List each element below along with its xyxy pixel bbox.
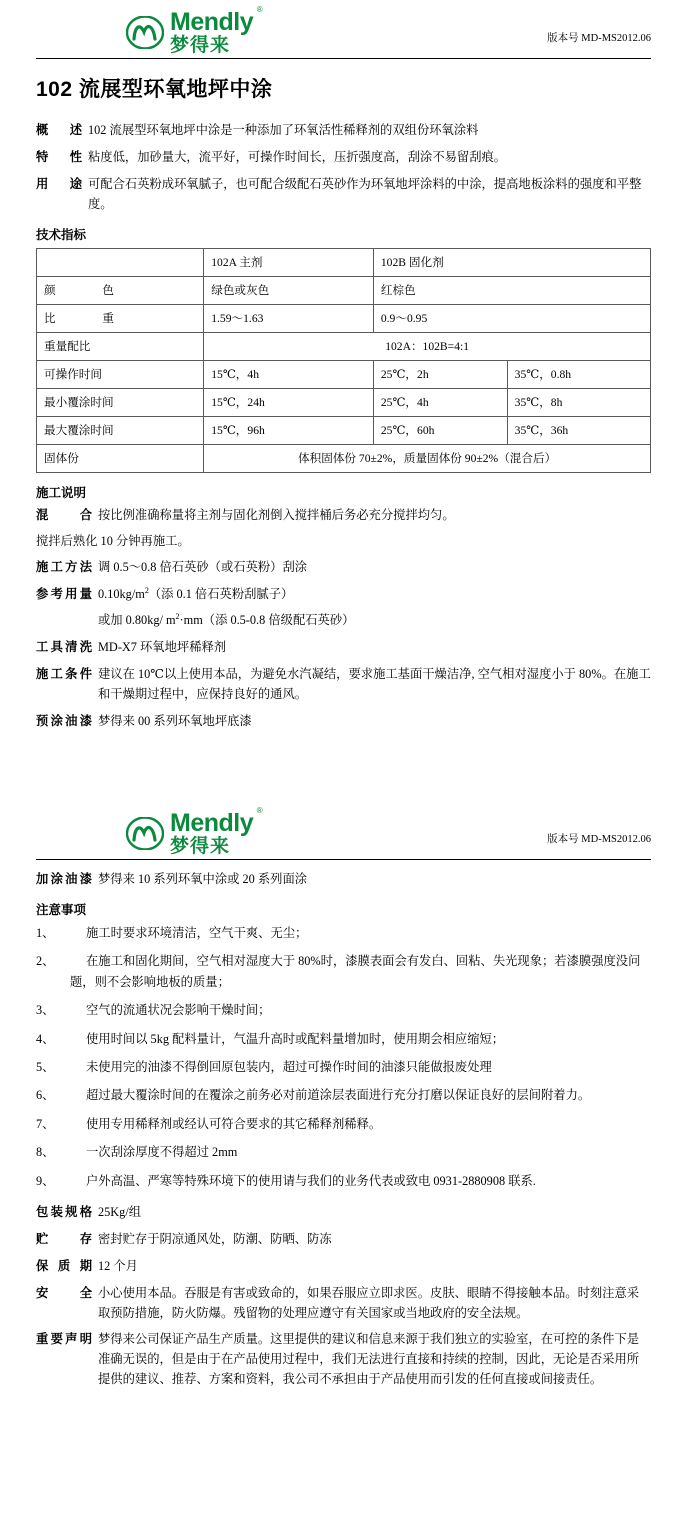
spec-header-component-b: 102B 固化剂 [373, 248, 650, 276]
construction-conditions-text: 建议在 10℃以上使用本品，为避免水汽凝结，要求施工基面干燥洁净, 空气相对湿度小于 80%。在施工和干燥期过程中，应保持良好的通风。 [98, 667, 651, 702]
definition-features-text: 粘度低，加砂量大，流平好，可操作时间长，压折强度高，刮涂不易留刮痕。 [88, 149, 507, 164]
safety-label: 安 全 [36, 1285, 92, 1300]
document-header-page2 [0, 801, 687, 859]
note-text-1: 施工时要求环境清洁，空气干爽、无尘； [86, 925, 308, 940]
document-header [0, 0, 687, 58]
definition-overview-label: 概述 [36, 123, 82, 137]
note-text-4: 使用时间以 5kg 配料量计，气温升高时或配料量增加时，使用期会相应缩短； [86, 1031, 505, 1046]
brand-name-en-label-page2: Mendly [170, 808, 254, 837]
spec-label-density-text: 比 重 [44, 312, 114, 326]
construction-conditions [36, 665, 651, 705]
construction-cleaning-label: 工具清洗 [36, 640, 92, 655]
spec-value-pot-life-25: 25℃，2h [373, 360, 507, 388]
storage-label: 贮 存 [36, 1231, 92, 1246]
table-row [37, 416, 651, 444]
construction-mixing-cont-text: 搅拌后熟化 10 分钟再施工。 [36, 533, 190, 548]
superscript-2: 2 [144, 586, 149, 596]
note-number-7: 7、 [36, 1116, 55, 1131]
spec-value-mix-ratio: 102A：102B=4:1 [204, 332, 651, 360]
spec-value-solids: 体积固体份 70±2%，质量固体份 90±2%（混合后） [204, 444, 651, 472]
spec-value-max-recoat-25: 25℃，60h [373, 416, 507, 444]
packaging-row [36, 1203, 651, 1223]
table-row-header [37, 248, 651, 276]
superscript-2b: 2 [175, 612, 180, 622]
brand-logo [126, 5, 263, 56]
brand-name-cn-page2: 梦得来 [170, 835, 231, 857]
table-row [37, 444, 651, 472]
spec-value-min-recoat-25: 25℃，4h [373, 388, 507, 416]
construction-conditions-label: 施工条件 [36, 667, 92, 682]
disclaimer-row [36, 1330, 651, 1390]
list-item [36, 1057, 651, 1077]
spec-label-pot-life: 可操作时间 [37, 360, 204, 388]
construction-cleaning-text: MD-X7 环氧地坪稀释剂 [98, 640, 227, 655]
storage-row [36, 1230, 651, 1250]
definition-usage-text: 可配合石英粉成环氧腻子，也可配合级配石英砂作为环氧地坪涂料的中涂，提高地板涂料的强度和平整度。 [88, 176, 642, 211]
spec-value-max-recoat-15: 15℃，96h [204, 416, 374, 444]
registered-mark-icon-page2: ® [256, 805, 263, 815]
construction-coverage-label: 参考用量 [36, 587, 92, 602]
note-number-5: 5、 [36, 1059, 55, 1074]
shelf-life-text: 12 个月 [98, 1258, 138, 1273]
version-number-page2: 版本号 MD-MS2012.06 [547, 833, 651, 845]
shelf-life-label: 保 质 期 [36, 1258, 92, 1273]
note-number-4: 4、 [36, 1031, 55, 1046]
table-row [37, 360, 651, 388]
spec-value-color-a: 绿色或灰色 [204, 276, 374, 304]
brand-name-en [170, 5, 263, 36]
header-divider-page2 [36, 859, 651, 860]
mendly-leaf-logo-icon [126, 16, 164, 49]
definition-features [36, 148, 651, 168]
table-row [37, 276, 651, 304]
spec-label-solids: 固体份 [37, 444, 204, 472]
definition-usage-label: 用途 [36, 176, 82, 191]
list-item [36, 1085, 651, 1105]
note-text-3: 空气的流通状况会影响干燥时间； [86, 1003, 271, 1018]
spec-label-color-text: 颜 色 [44, 284, 114, 298]
brand-name-en-page2 [170, 805, 263, 837]
note-text-6: 超过最大覆涂时间的在覆涂之前务必对前道涂层表面进行充分打磨以保证良好的层间附着力。 [86, 1088, 591, 1103]
topcoat-label: 加涂油漆 [36, 871, 92, 886]
construction-mixing-label: 混 合 [36, 507, 92, 522]
note-text-2: 在施工和固化期间，空气相对湿度大于 80%时，漆膜表面会有发白、回粘、失光现象；若漆膜强度没问题，则不会影响地板的质量； [70, 954, 641, 989]
table-row [37, 388, 651, 416]
disclaimer-label: 重要声明 [36, 1332, 92, 1347]
topcoat-text: 梦得来 10 系列环氧中涂或 20 系列面涂 [98, 871, 308, 886]
note-number-2: 2、 [36, 954, 55, 969]
brand-name-en-label: Mendly [170, 8, 254, 36]
spec-label-mix-ratio: 重量配比 [37, 332, 204, 360]
brand-logo-text [170, 5, 263, 56]
spec-label-color [37, 276, 204, 304]
brand-name-cn: 梦得来 [170, 35, 231, 56]
note-number-1: 1、 [36, 925, 55, 940]
table-row [37, 304, 651, 332]
spec-value-color-b: 红棕色 [373, 276, 650, 304]
construction-coverage-cont-text [98, 611, 651, 631]
brand-logo-page2 [126, 805, 263, 857]
page-1 [0, 0, 687, 732]
disclaimer-text: 梦得来公司保证产品生产质量。这里提供的建议和信息来源于我们独立的实验室，在可控的条件下是准确无误的，但是由于在产品使用过程中，我们无法进行直接和持续的控制，因此，无论是否采用所提供的建议、推荐、方案和资料，我公司不承担由于产品使用而引发的任何直接或间接责任。 [98, 1332, 640, 1387]
note-text-5: 未使用完的油漆不得倒回原包装内，超过可操作时间的油漆只能做报废处理 [86, 1059, 492, 1074]
construction-mixing-cont [36, 532, 651, 552]
brand-logo-text-page2 [170, 805, 263, 857]
spec-value-density-b: 0.9～0.95 [373, 304, 650, 332]
note-number-6: 6、 [36, 1088, 55, 1103]
note-number-9: 9、 [36, 1173, 55, 1188]
storage-text: 密封贮存于阴凉通风处，防潮、防晒、防冻 [98, 1231, 332, 1246]
list-item [36, 1171, 651, 1191]
definition-usage [36, 175, 651, 215]
registered-mark-icon: ® [256, 5, 263, 14]
spec-value-pot-life-15: 15℃，4h [204, 360, 374, 388]
construction-method-text: 调 0.5～0.8 倍石英砂（或石英粉）刮涂 [98, 560, 308, 575]
page-break-spacer [0, 739, 687, 801]
construction-method-label: 施工方法 [36, 560, 92, 575]
safety-row [36, 1284, 651, 1324]
coverage-value-2: 或加 0.80kg/ $m^2\cdot mm$（添 0.5-0.8 倍级配石英砂） [98, 612, 355, 628]
list-item [36, 1142, 651, 1162]
spec-label-max-recoat: 最大覆涂时间 [37, 416, 204, 444]
safety-text: 小心使用本品。吞服是有害或致命的，如果吞服应立即求医。皮肤、眼睛不得接触本品。时刻注意采取预防措施，防火防爆。残留物的处理应遵守有关国家或当地政府的安全法规。 [98, 1285, 640, 1320]
list-item [36, 1114, 651, 1134]
construction-coverage [36, 585, 651, 605]
mendly-leaf-logo-icon-page2 [126, 817, 164, 850]
spec-value-min-recoat-15: 15℃，24h [204, 388, 374, 416]
spec-value-density-a: 1.59～1.63 [204, 304, 374, 332]
spec-value-max-recoat-35: 35℃，36h [507, 416, 650, 444]
note-text-7: 使用专用稀释剂或经认可符合要求的其它稀释剂稀释。 [86, 1116, 382, 1131]
note-number-3: 3、 [36, 1003, 55, 1018]
notes-heading: 注意事项 [36, 902, 87, 917]
construction-cleaning [36, 638, 651, 658]
packaging-label: 包装规格 [36, 1204, 92, 1219]
definition-features-label: 特性 [36, 149, 82, 164]
version-number-page1: 版本号 MD-MS2012.06 [547, 33, 651, 44]
construction-coverage-text [98, 585, 651, 605]
construction-primer [36, 712, 651, 732]
spec-table [36, 248, 651, 473]
construction-mixing-text: 按比例准确称量将主剂与固化剂倒入搅拌桶后务必充分搅拌均匀。 [98, 507, 455, 522]
construction-method [36, 558, 651, 578]
spec-header-component-a: 102A 主剂 [204, 248, 374, 276]
construction-coverage-cont-label [36, 611, 98, 631]
header-divider-page1 [36, 58, 651, 59]
note-number-8: 8、 [36, 1145, 55, 1160]
shelf-life-row [36, 1257, 651, 1277]
spec-value-pot-life-35: 35℃，0.8h [507, 360, 650, 388]
note-text-8: 一次刮涂厚度不得超过 2mm [86, 1145, 238, 1160]
list-item [36, 923, 651, 943]
topcoat-item [36, 870, 651, 890]
construction-coverage-cont [36, 611, 651, 631]
spec-label-density [37, 304, 204, 332]
table-row [37, 332, 651, 360]
page-title: 102 流展型环氧地坪中涂 [36, 78, 273, 101]
coverage-value-1: $0.10kg/m^2$（添 0.1 倍石英粉刮腻子） [98, 586, 294, 602]
construction-mixing [36, 506, 651, 526]
note-text-9: 户外高温、严寒等特殊环境下的使用请与我们的业务代表或致电 0931-2880908 联系. [86, 1173, 536, 1188]
definition-overview-text: 102 流展型环氧地坪中涂是一种添加了环氧活性稀释剂的双组份环氧涂料 [88, 123, 479, 137]
list-item [36, 1000, 651, 1020]
definition-overview [36, 121, 651, 141]
list-item [36, 951, 651, 992]
spec-label-min-recoat: 最小覆涂时间 [37, 388, 204, 416]
spec-header-blank [37, 248, 204, 276]
page-2 [0, 801, 687, 1390]
construction-heading: 施工说明 [36, 485, 87, 500]
construction-primer-text: 梦得来 00 系列环氧地坪底漆 [98, 714, 252, 729]
spec-heading: 技术指标 [36, 227, 87, 242]
construction-primer-label: 预涂油漆 [36, 714, 92, 729]
spec-value-min-recoat-35: 35℃，8h [507, 388, 650, 416]
packaging-text: 25Kg/组 [98, 1204, 142, 1219]
list-item [36, 1029, 651, 1049]
